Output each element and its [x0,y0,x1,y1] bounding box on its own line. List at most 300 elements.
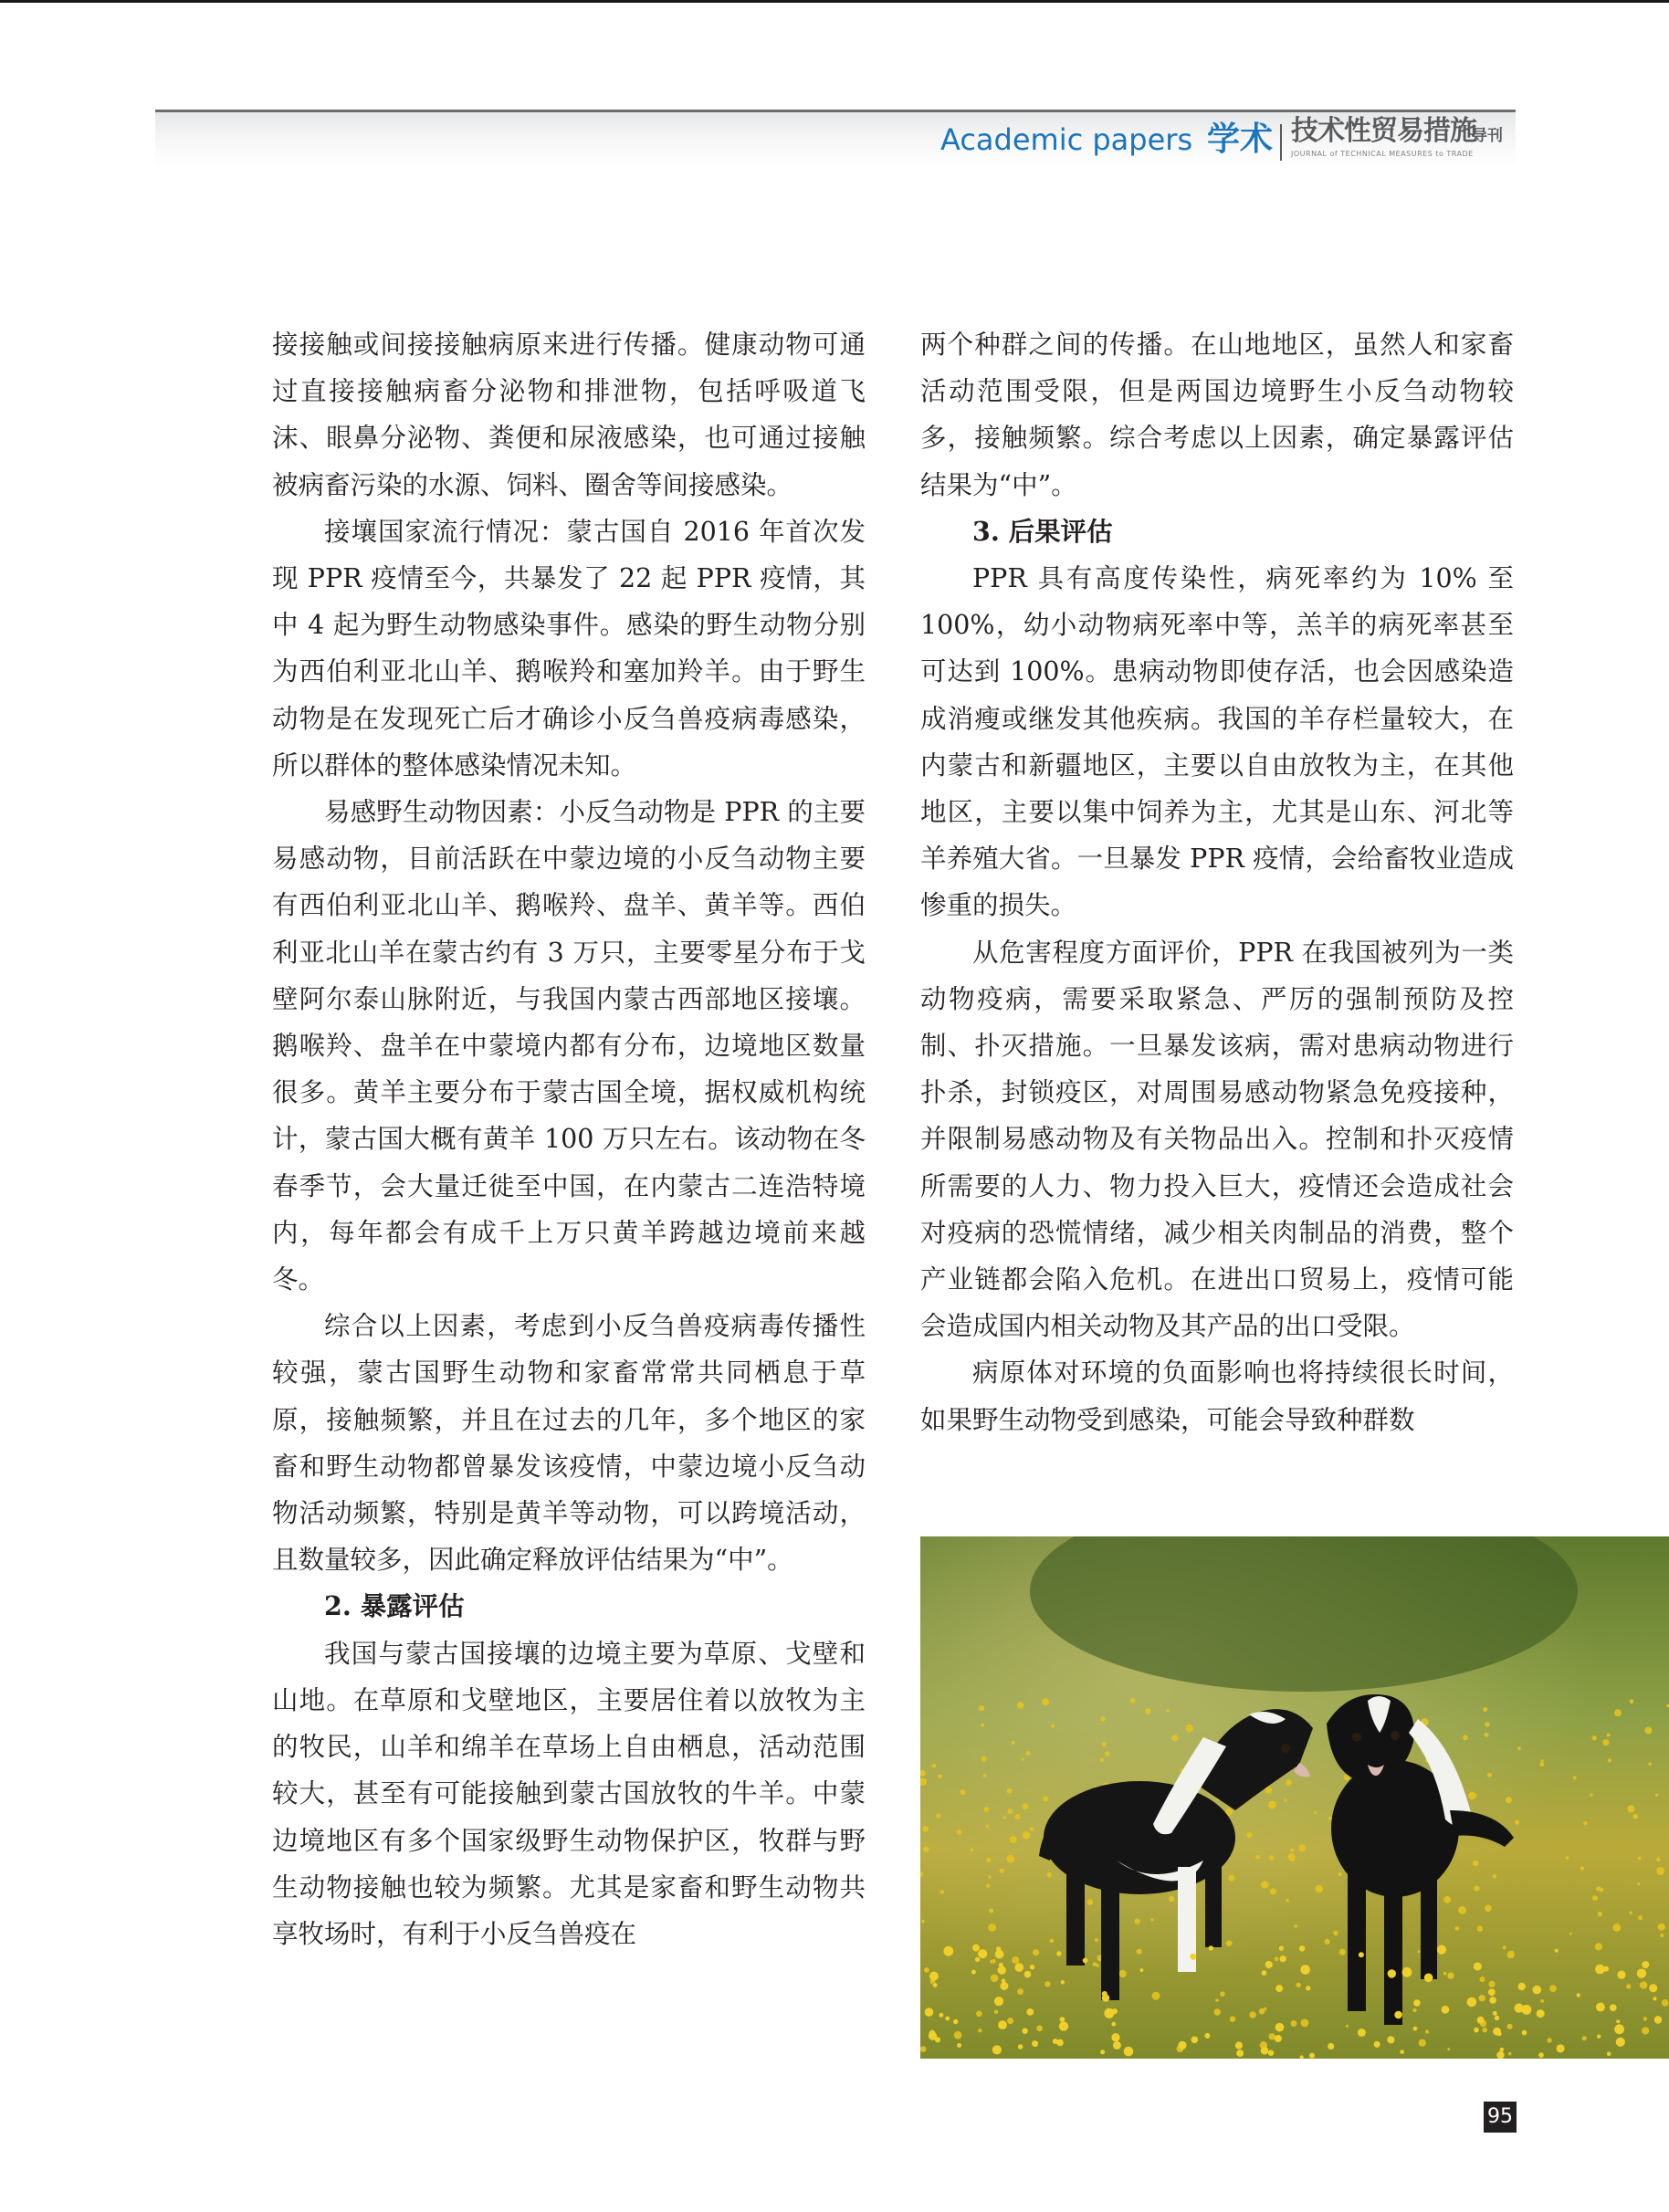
flower-speck [1517,1746,1521,1750]
flower-speck [1598,1912,1602,1916]
flower-speck [1413,2027,1418,2031]
paragraph: PPR 具有高度传染性，病死率约为 10% 至 100%，幼小动物病死率中等，羔羊的病死率甚至可达到 100%。患病动物即使存活，也会因感染造成消瘦或继发其他疾病。我国的羊存栏量较大，在内蒙古和新疆地区，主要以自由放牧为主，在其他地区，主要以集中饲养为主，尤其是山东、河北等羊养殖大省。一旦暴发 PPR 疫情，会给畜牧业造成惨重的损失。 [920,563,1514,921]
flower-speck [1424,1974,1433,1983]
flower-speck [1209,1945,1213,1950]
flower-speck [1007,1788,1013,1794]
journal-type-label: 导刊 [1472,127,1503,145]
flower-speck [1018,2044,1023,2050]
flower-speck [1135,1919,1140,1924]
flower-speck [929,1972,939,1981]
flower-speck [975,1957,980,1962]
flower-speck [1036,2026,1043,2032]
flower-speck [938,1775,942,1779]
flower-speck [1582,2036,1587,2040]
flower-speck [943,1946,953,1956]
flower-speck [1011,1741,1014,1745]
flower-speck [1412,2008,1416,2012]
flower-speck [1540,1999,1544,2003]
flower-speck [1061,1980,1065,1984]
flower-speck [1488,1981,1495,1987]
flower-speck [1447,1972,1454,1978]
flower-speck [1112,2008,1118,2014]
flower-speck [1087,1899,1094,1905]
flower-speck [1482,2028,1487,2033]
flower-speck [1660,1934,1664,1937]
flower-speck [1022,2029,1027,2034]
flower-speck [936,1814,940,1819]
flower-speck [1261,1881,1268,1888]
flower-speck [1023,1803,1029,1809]
flower-speck [1616,2038,1625,2047]
flower-speck [1139,1968,1143,1972]
flower-speck [1010,1836,1017,1843]
flower-speck [1171,1735,1178,1741]
section-heading: 2. 暴露评估 [324,1590,465,1622]
flower-speck [1506,1797,1512,1803]
flower-speck [939,2013,943,2018]
flower-speck [1458,1906,1466,1914]
flower-speck [939,1890,944,1894]
flower-speck [1033,1949,1039,1955]
flower-speck [986,1825,989,1828]
flower-speck [1541,1759,1544,1762]
flower-speck [1215,1998,1219,2002]
flower-speck [1616,2019,1620,2023]
flower-speck [1105,1751,1110,1756]
flower-speck [1467,1997,1477,2008]
flower-speck [983,1774,987,1777]
flower-speck [981,1756,987,1762]
flower-speck [1489,1997,1496,2004]
flower-speck [981,1724,984,1727]
flower-speck [1493,1874,1496,1878]
flower-speck [1124,2047,1134,2057]
flower-speck [1008,1808,1013,1814]
flower-speck [1049,1939,1054,1944]
flower-speck [1600,1888,1603,1892]
flower-speck [1265,1961,1273,1968]
flower-speck [1614,2024,1624,2034]
flower-speck [1328,2043,1334,2050]
flower-speck [1030,1827,1034,1831]
flower-speck [1275,2023,1285,2032]
flower-speck [984,1807,990,1812]
section-label-english: Academic papers [940,122,1193,157]
flower-speck [1012,1956,1019,1964]
flower-speck [1270,1888,1276,1894]
flower-speck [1493,2011,1497,2016]
flower-speck [1280,1955,1286,1962]
flower-speck [1496,2051,1504,2059]
text-column-left [272,321,866,1957]
flower-speck [995,1950,1004,1959]
flower-speck [1612,1924,1621,1932]
flower-speck [1480,1976,1485,1982]
flower-speck [1569,1933,1572,1935]
flower-speck [1522,2030,1527,2036]
flower-speck [1614,1709,1622,1716]
flower-speck [1150,1918,1153,1921]
flower-speck [998,1966,1006,1974]
flower-speck [1338,1872,1342,1876]
flower-speck [1583,1821,1587,1825]
flower-speck [1265,1787,1272,1794]
flower-speck [1007,2018,1013,2024]
flower-speck [1474,2028,1479,2033]
flower-speck [920,2046,927,2052]
flower-speck [992,2045,1002,2054]
flower-speck [1555,1949,1559,1953]
flower-speck [1483,1707,1487,1712]
flower-speck [1642,1961,1649,1968]
flower-speck [1607,1734,1611,1737]
flower-speck [1463,1735,1468,1740]
flower-speck [1629,1911,1632,1914]
flower-speck [1023,1831,1031,1840]
flower-speck [1230,2017,1235,2022]
flower-speck [1388,1969,1396,1977]
flower-speck [1301,2019,1309,2028]
flower-speck [1637,1882,1640,1885]
flower-speck [921,1920,925,1924]
flower-speck [1130,1698,1136,1704]
flower-speck [1102,1991,1107,1997]
flower-speck [922,1826,929,1832]
flower-speck [1487,1773,1492,1777]
flower-speck [1003,1816,1007,1819]
flower-speck [986,1884,990,1888]
flower-speck [1603,1966,1609,1972]
flower-speck [1236,2050,1244,2057]
flower-speck [1443,1972,1447,1976]
flower-speck [1577,1993,1580,1997]
flower-speck [1015,1963,1024,1972]
flower-speck [1328,1817,1332,1820]
flower-speck [1658,1924,1665,1931]
flower-speck [1637,1969,1646,1978]
flower-speck [1503,1945,1506,1949]
flower-speck [1325,1939,1330,1945]
flower-speck [1394,2011,1402,2019]
flower-speck [1284,1799,1286,1802]
flower-speck [1474,1963,1482,1971]
flower-speck [1592,1735,1597,1740]
flower-speck [1296,1983,1301,1988]
flower-speck [1507,2024,1513,2029]
flower-speck [1095,1938,1098,1942]
flower-speck [1626,1984,1631,1988]
flower-speck [1346,2025,1349,2028]
flower-speck [1632,1814,1638,1819]
text-column-right [920,321,1514,1443]
flower-speck [1015,1814,1021,1819]
flower-speck [1191,2037,1199,2044]
flower-speck [930,1981,933,1984]
flower-speck [978,2029,981,2032]
flower-speck [1056,1951,1061,1955]
flower-speck [1228,1875,1234,1882]
flower-speck [1608,1758,1611,1762]
flower-speck [1169,1896,1174,1902]
flower-speck [1190,1954,1196,1960]
flower-speck [1030,1965,1034,1969]
flower-speck [1597,2035,1601,2039]
flower-speck [1220,1991,1225,1997]
flower-speck [933,1983,938,1987]
flower-speck [1000,1982,1008,1990]
photo-illustration [920,1536,1669,2059]
flower-speck [1186,1725,1193,1732]
flower-speck [932,1764,937,1768]
flower-speck [1557,2044,1565,2052]
flower-speck [1042,1698,1049,1705]
flower-speck [1518,1983,1526,1990]
flower-speck [1640,1981,1648,1989]
flower-speck [1226,1940,1233,1946]
flower-speck [1294,1924,1297,1928]
flower-speck [1000,1869,1004,1873]
flower-speck [1102,1742,1107,1746]
flower-speck [1298,1844,1306,1851]
flower-speck [925,2008,934,2017]
flower-speck [1249,2011,1255,2018]
flower-speck [1152,1992,1160,2000]
flower-speck [1275,2035,1282,2042]
flower-speck [1515,1819,1519,1824]
flower-speck [1314,1811,1317,1814]
flower-speck [1638,1857,1642,1861]
flower-speck [1093,1962,1097,1966]
flower-speck [1477,2017,1485,2024]
flower-speck [1638,1915,1643,1920]
flower-speck [1474,1886,1479,1892]
flower-speck [1235,2041,1243,2049]
flower-speck [1286,1899,1289,1903]
flower-speck [1497,2031,1502,2036]
flower-speck [1166,1709,1169,1712]
flower-speck [1289,1856,1295,1861]
flower-speck [1113,2041,1121,2050]
flower-speck [1443,1896,1451,1903]
flower-speck [1402,1967,1412,1977]
flower-speck [971,1970,976,1975]
flower-speck [1137,1949,1142,1955]
flower-speck [1306,1986,1310,1990]
flower-speck [1549,1985,1557,1992]
flower-speck [1547,2038,1551,2042]
flower-speck [1417,1950,1420,1953]
flower-speck [1339,1949,1346,1955]
header-divider [1280,124,1282,161]
paragraph: 从危害程度方面评价，PPR 在我国被列为一类动物疫病，需要采取紧急、严厉的强制预防及控制、扑灭措施。一旦暴发该病，需对患病动物进行扑杀，封锁疫区，对周围易感动物紧急免疫接种，并限制易感动物及有关物品出入。控制和扑灭疫情所需要的人力、物力投入巨大，疫情还会造成社会对疫病的恐慌情绪，减少相关肉制品的消费，整个产业链都会陷入危机。在进出口贸易上，疫情可能会造成国内相关动物及其产品的出口受限。 [920,937,1514,1342]
flower-speck [1262,1970,1267,1976]
flower-speck [1026,1751,1031,1756]
flower-speck [994,2010,998,2014]
flower-speck [1268,1801,1276,1809]
flower-speck [1539,1762,1544,1766]
paragraph: 接接触或间接接触病原来进行传播。健康动物可通过直接接触病畜分泌物和排泄物，包括呼吸道飞沫、眼鼻分泌物、粪便和尿液感染，也可通过接触被病畜污染的水源、饲料、圈舍等间接感染。 [272,330,866,500]
flower-speck [1538,2052,1544,2058]
flower-speck [1627,1805,1634,1812]
flower-speck [1358,2029,1366,2037]
flower-speck [1580,1866,1584,1870]
flower-speck [954,2031,962,2039]
flower-speck [971,1849,974,1852]
flower-speck [1204,2033,1210,2039]
flower-speck [1111,2022,1116,2027]
flower-speck [994,1997,1003,2006]
flower-speck [1479,1995,1485,2001]
flower-speck [924,1967,929,1973]
flower-speck [1246,1832,1252,1838]
flower-speck [1017,1988,1023,1995]
flower-speck [1654,2016,1662,2023]
flower-speck [991,1975,999,1983]
flower-speck [989,1908,993,1913]
flower-speck [953,2019,958,2024]
flower-speck [1425,2029,1429,2033]
flower-speck [1648,1762,1652,1766]
flower-speck [1214,2008,1221,2015]
flower-speck [1437,1945,1446,1955]
flower-speck [1043,1797,1048,1802]
flower-speck [976,2011,982,2018]
flower-speck [1309,2053,1315,2059]
flower-speck [1083,1958,1088,1964]
flower-speck [1515,2004,1524,2013]
flower-speck [1488,1988,1496,1996]
flower-speck [1656,1858,1660,1861]
flower-speck [1656,1867,1664,1875]
flower-speck [1485,1722,1489,1726]
flower-speck [1275,1985,1283,1992]
flower-speck [1573,1777,1577,1780]
section-heading: 3. 后果评估 [972,515,1113,547]
journal-english-name: JOURNAL of TECHNICAL MEASURES to TRADE [1291,150,1474,158]
flower-speck [1485,1905,1492,1913]
journal-name: 技术性贸易措施 [1291,115,1476,147]
flower-speck [1533,1986,1542,1995]
flower-speck [1485,1733,1489,1737]
flower-speck [1024,1971,1032,1978]
flower-speck [1022,1758,1024,1761]
flower-speck [1333,1931,1338,1935]
flower-speck [1617,1971,1625,1979]
flower-speck [1026,2008,1034,2016]
flower-speck [1655,1794,1658,1797]
flower-speck [1051,1725,1055,1728]
flower-speck [1275,1957,1279,1962]
flower-speck [1007,1855,1015,1863]
flower-speck [1279,1946,1284,1951]
flower-speck [978,1949,987,1958]
flower-speck [1017,1702,1023,1708]
flower-speck [1644,1726,1652,1734]
flower-speck [1595,1943,1602,1950]
flower-speck [1100,1716,1105,1721]
flower-speck [1642,2027,1649,2034]
flower-speck [1610,2004,1617,2011]
flower-speck [1264,2008,1267,2011]
flower-speck [1387,2036,1394,2043]
flower-speck [1374,2041,1380,2048]
paragraph: 两个种群之间的传播。在山地地区，虽然人和家畜活动范围受限，但是两国边境野生小反刍动物较多，接触频繁。综合考虑以上因素，确定暴露评估结果为“中”。 [920,330,1514,500]
flower-speck [1315,1885,1323,1893]
flower-speck [1255,1855,1260,1860]
flower-speck [1455,1926,1460,1931]
flower-speck [1268,2050,1274,2056]
flower-speck [988,1875,991,1878]
flower-speck [972,1945,980,1952]
flower-speck [1602,1739,1609,1745]
flower-speck [1630,1699,1634,1704]
flower-speck [1032,2040,1038,2047]
flower-speck [992,1959,996,1964]
flower-speck [1643,2017,1647,2020]
flower-speck [1537,2009,1545,2018]
flower-speck [1119,1970,1127,1977]
flower-speck [960,1789,966,1795]
flower-speck [1447,2048,1450,2050]
flower-speck [1468,1792,1476,1800]
flower-speck [957,2043,961,2048]
flower-speck [986,1858,991,1862]
flower-speck [1500,2048,1505,2052]
flower-speck [1299,1945,1305,1951]
flower-speck [1111,2033,1119,2041]
flower-speck [1590,1794,1592,1797]
flower-speck [1359,1952,1364,1957]
flower-speck [1056,2039,1064,2047]
flower-speck [957,1829,962,1835]
flower-speck [1100,2050,1105,2054]
flower-speck [923,1847,929,1852]
flower-speck [1047,1872,1052,1877]
flower-speck [1592,1895,1598,1901]
paragraph: 易感野生动物因素：小反刍动物是 PPR 的主要易感动物，目前活跃在中蒙边境的小反刍动物主要有西伯利亚北山羊、鹅喉羚、盘羊、黄羊等。西伯利亚北山羊在蒙古约有 3 万只，主要零星分布于戈壁阿尔泰山脉附近，与我国内蒙古西部地区接壤。鹅喉羚、盘羊在中蒙境内都有分布，边境地区数量很多。黄羊主要分布于蒙古国全境，据权威机构统计，蒙古国大概有黄羊 100 万只左右。该动物在冬春季节，会大量迁徙至中国，在内蒙古二连浩特境内，每年都会有成千上万只黄羊跨越边境前来越冬。 [272,797,866,1295]
paragraph: 病原体对环境的负面影响也将持续很长时间，如果野生动物受到感染，可能会导致种群数 [920,1358,1514,1435]
top-border-line [0,0,1669,3]
flower-speck [988,1924,996,1932]
flower-speck [935,2037,940,2042]
flower-speck [1419,2039,1426,2047]
flower-speck [1473,1861,1478,1866]
flower-speck [1413,1999,1421,2007]
flower-speck [1044,1981,1050,1987]
flower-speck [1269,1855,1274,1860]
flower-speck [1178,2041,1186,2050]
flower-speck [945,2017,950,2021]
flower-speck [1442,2006,1450,2014]
flower-speck [1662,1999,1669,2007]
flower-speck [1059,2021,1068,2030]
flower-speck [1400,2050,1404,2054]
flower-speck [1060,2017,1065,2022]
flower-speck [979,1705,984,1711]
flower-speck [1495,2016,1499,2020]
flower-speck [1269,2033,1275,2039]
flower-speck [1477,1926,1483,1932]
flower-speck [1653,1997,1656,2000]
page-number: 95 [1484,2102,1517,2133]
flower-speck [1566,1856,1569,1860]
paragraph: 接壤国家流行情况：蒙古国自 2016 年首次发现 PPR 疫情至今，共暴发了 22 起 PPR 疫情，其中 4 起为野生动物感染事件。感染的野生动物分别为西伯利亚北山羊、鹅喉羚和塞加羚羊。由于野生动物是在发现死亡后才确诊小反刍兽疫病毒感染，所以群体的整体感染情况未知。 [272,516,866,781]
flower-speck [1145,1708,1151,1714]
flower-speck [1507,1951,1515,1958]
flower-speck [1607,2052,1611,2057]
paragraph: 综合以上因素，考虑到小反刍兽疫病毒传播性较强，蒙古国野生动物和家畜常常共同栖息于草原，接触频繁，并且在过去的几年，多个地区的家畜和野生动物都曾暴发该疫情，中蒙边境小反刍动物活动频繁，特别是黄羊等动物，可以跨境活动，且数量较多，因此确定释放评估结果为“中”。 [272,1311,866,1576]
flower-speck [1290,1848,1294,1851]
